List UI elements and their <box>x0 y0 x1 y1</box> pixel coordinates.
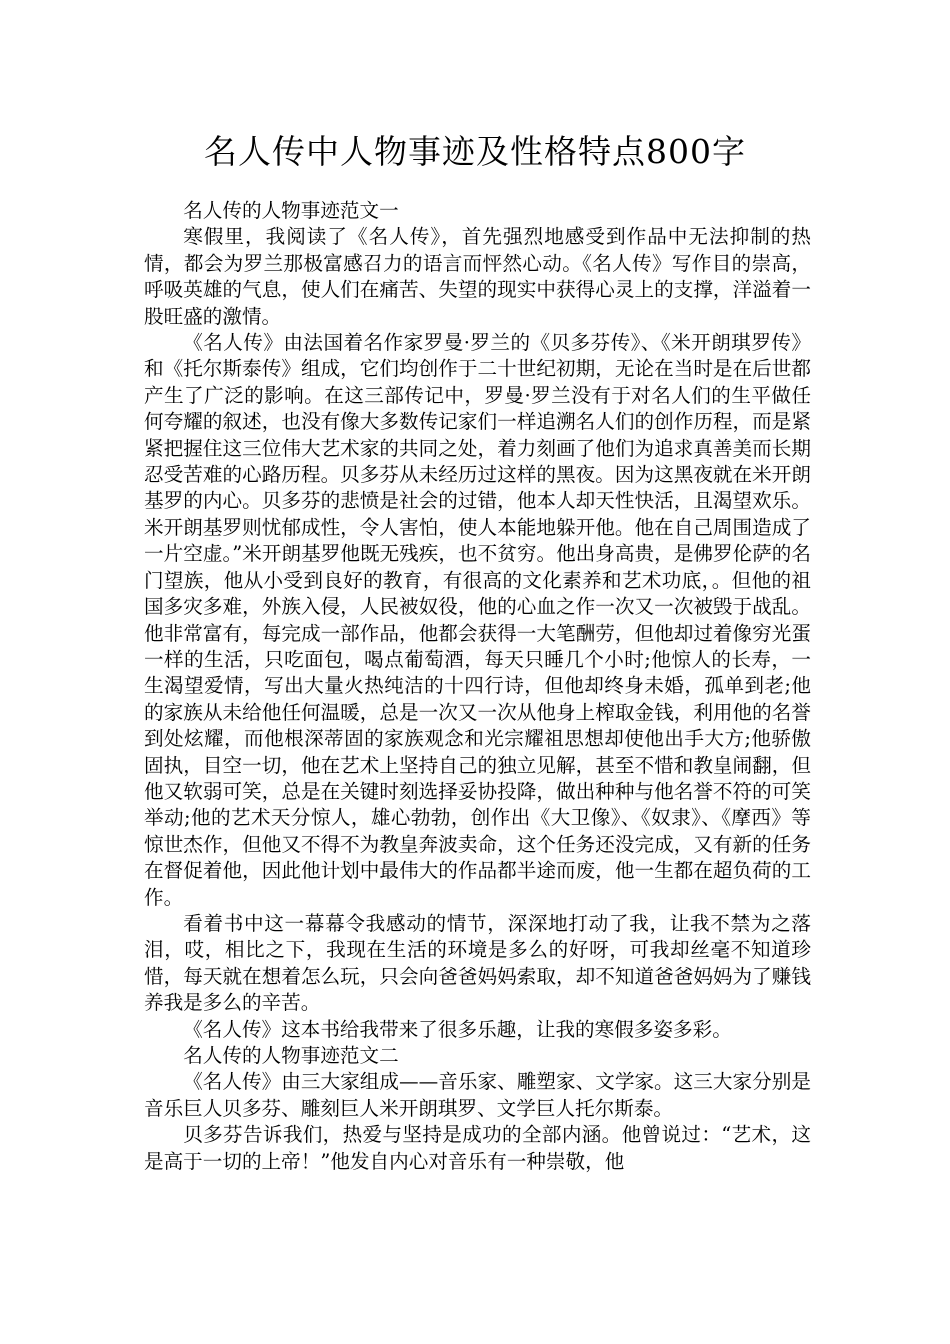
paragraph: 看着书中这一幕幕令我感动的情节，深深地打动了我，让我不禁为之落泪，哎，相比之下，我现在生活的环境是多么的好呀，可我却丝毫不知道珍惜，每天就在想着怎么玩，只会向爸爸妈妈索取，却不知道爸爸妈妈为了赚钱养我是多么的辛苦。 <box>144 911 811 1015</box>
section-heading: 名人传的人物事迹范文一 <box>183 199 399 222</box>
paragraph: 《名人传》由三大家组成——音乐家、雕塑家、文学家。这三大家分别是音乐巨人贝多芬、雕刻巨人米开朗琪罗、文学巨人托尔斯泰。 <box>144 1070 811 1120</box>
paragraph: 《名人传》由法国着名作家罗曼·罗兰的《贝多芬传》、《米开朗琪罗传》和《托尔斯泰传》组成，它们均创作于二十世纪初期，无论在当时是在后世都产生了广泛的影响。在这三部传记中，罗曼·罗兰没有于对名人们的生平做任何夸耀的叙述，也没有像大多数传记家们一样追溯名人们的创作历程，而是紧紧把握住这三位伟大艺术家的共同之处，着力刻画了他们为追求真善美而长期忍受苦难的心路历程。贝多芬从未经历过这样的黑夜。因为这黑夜就在米开朗基罗的内心。贝多芬的悲愤是社会的过错，他本人却天性快活，且渴望欢乐。米开朗基罗则忧郁成性，令人害怕，使人本能地躲开他。他在自己周围造成了一片空虚。”米开朗基罗他既无残疾，也不贫穷。他出身高贵，是佛罗伦萨的名门望族，他从小受到良好的教育，有很高的文化素养和艺术功底，。但他的祖国多灾多难，外族入侵，人民被奴役，他的心血之作一次又一次被毁于战乱。他非常富有，每完成一部作品，他都会获得一大笔酬劳，但他却过着像穷光蛋一样的生活，只吃面包，喝点葡萄酒，每天只睡几个小时;他惊人的长寿，一生渴望爱情，写出大量火热纯洁的十四行诗，但他却终身未婚，孤单到老;他的家族从未给他任何温暖，总是一次又一次从他身上榨取金钱，利用他的名誉到处炫耀，而他根深蒂固的家族观念和光宗耀祖思想却使他出手大方;他骄傲固执，目空一切，他在艺术上坚持自己的独立见解，甚至不惜和教皇闹翻，但他又软弱可笑，总是在关键时刻选择妥协投降，做出种种与他名誉不符的可笑举动;他的艺术天分惊人，雄心勃勃，创作出《大卫像》、《奴隶》、《摩西》等惊世杰作，但他又不得不为教皇奔波卖命，这个任务还没完成，又有新的任务在督促着他，因此他计划中最伟大的作品都半途而废，他一生都在超负荷的工作。 <box>144 331 811 909</box>
section-heading: 名人传的人物事迹范文二 <box>183 1044 399 1067</box>
document-body <box>144 198 811 1175</box>
document-title: 名人传中人物事迹及性格特点800字 <box>204 132 746 171</box>
paragraph: 寒假里，我阅读了《名人传》，首先强烈地感受到作品中无法抑制的热情，都会为罗兰那极富感召力的语言而怦然心动。《名人传》写作目的崇高，呼吸英雄的气息，使人们在痛苦、失望的现实中获得心灵上的支撑，洋溢着一股旺盛的激情。 <box>144 225 811 328</box>
paragraph: 贝多芬告诉我们，热爱与坚持是成功的全部内涵。他曾说过：“艺术，这是高于一切的上帝！”他发自内心对音乐有一种崇敬，他 <box>144 1123 811 1173</box>
paragraph: 《名人传》这本书给我带来了很多乐趣，让我的寒假多姿多彩。 <box>183 1017 732 1041</box>
